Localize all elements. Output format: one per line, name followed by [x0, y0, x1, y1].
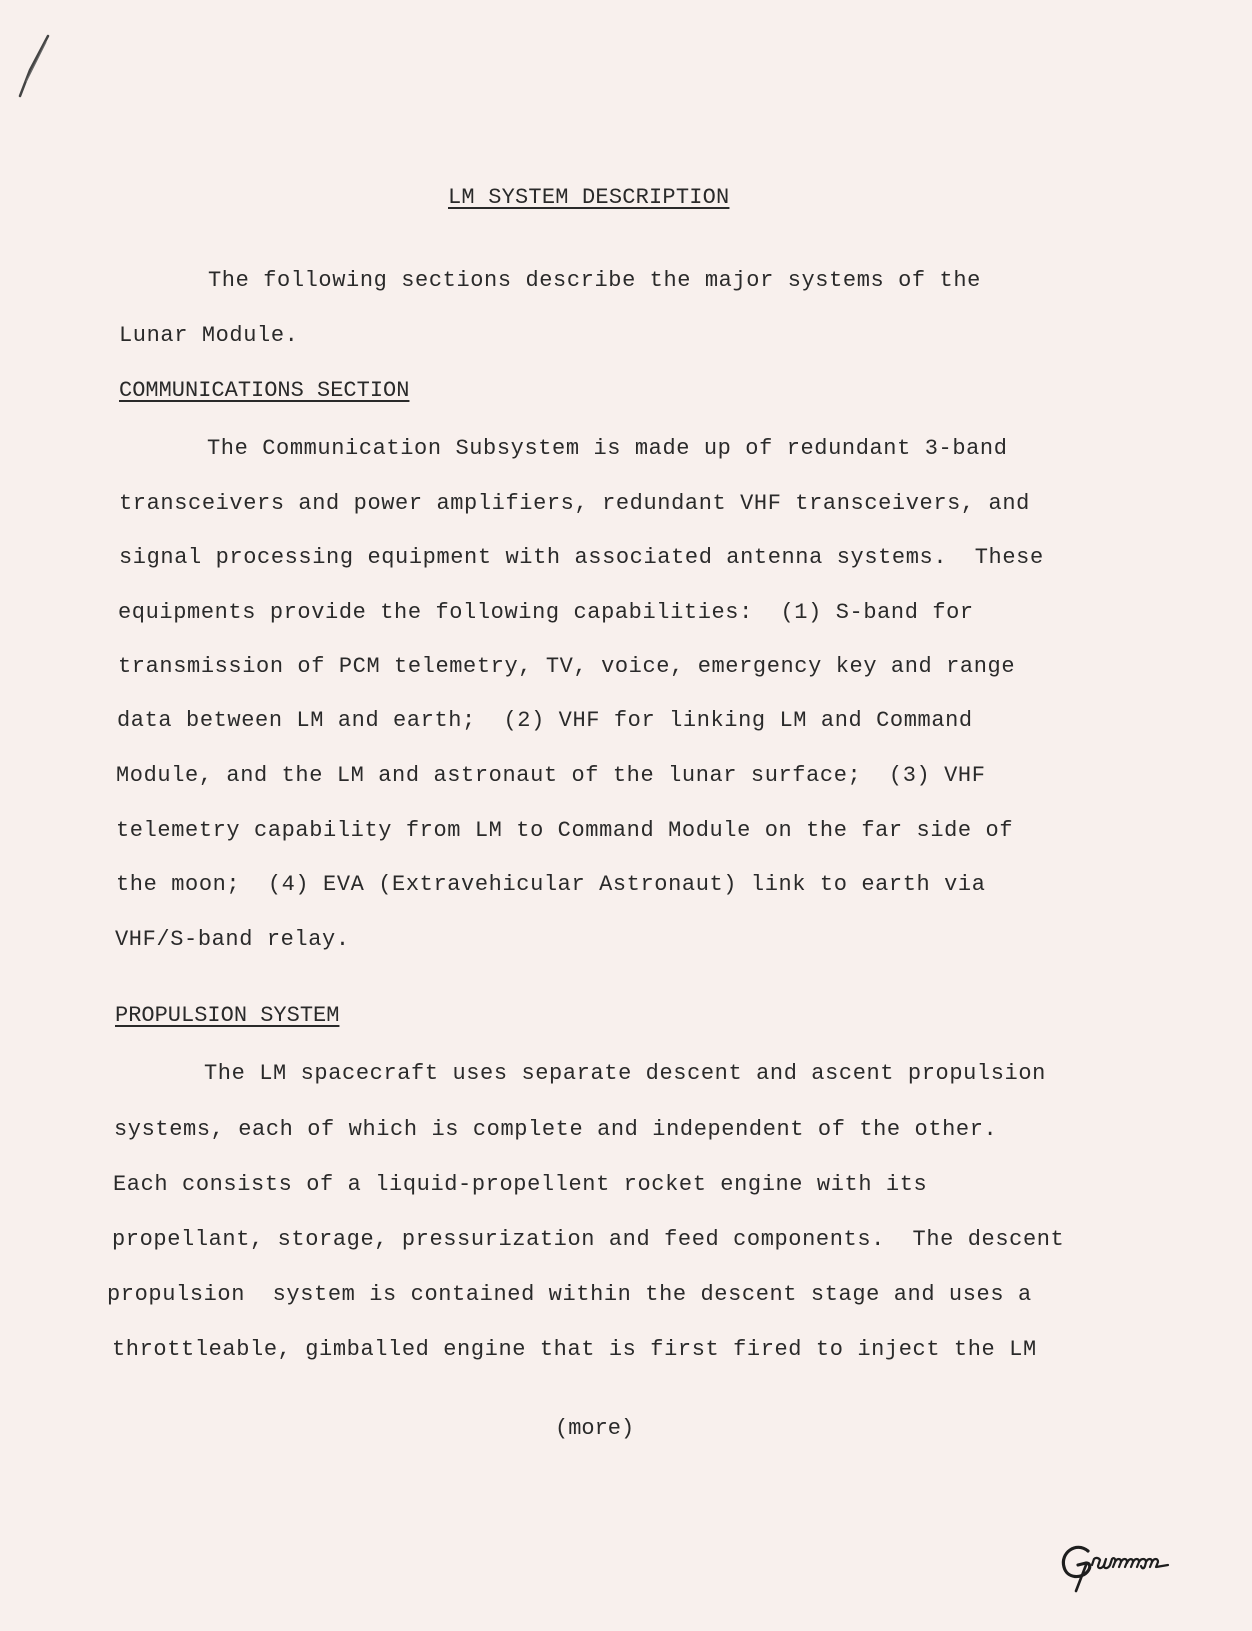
- communications-line: equipments provide the following capabilities: (1) S-band for: [118, 600, 974, 625]
- communications-line: signal processing equipment with associated antenna systems. These: [119, 545, 1044, 570]
- communications-line: Module, and the LM and astronaut of the lunar surface; (3) VHF: [116, 763, 986, 788]
- communications-heading: COMMUNICATIONS SECTION: [119, 378, 410, 403]
- grumman-logo: [1058, 1535, 1188, 1595]
- intro-line: Lunar Module.: [119, 323, 299, 348]
- document-title: LM SYSTEM DESCRIPTION: [448, 185, 730, 210]
- intro-line: The following sections describe the major systems of the: [208, 268, 981, 293]
- propulsion-line: throttleable, gimballed engine that is first fired to inject the LM: [112, 1337, 1037, 1362]
- propulsion-line: Each consists of a liquid-propellent rocket engine with its: [113, 1172, 928, 1197]
- communications-line: telemetry capability from LM to Command Module on the far side of: [116, 818, 1014, 843]
- pencil-mark: [8, 30, 58, 105]
- propulsion-heading: PROPULSION SYSTEM: [115, 1003, 340, 1028]
- communications-line: data between LM and earth; (2) VHF for linking LM and Command: [117, 708, 973, 733]
- communications-line: the moon; (4) EVA (Extravehicular Astronaut) link to earth via: [116, 872, 986, 897]
- communications-line: transceivers and power amplifiers, redundant VHF transceivers, and: [119, 491, 1030, 516]
- more-indicator: (more): [555, 1416, 635, 1441]
- propulsion-line: propulsion system is contained within the descent stage and uses a: [107, 1282, 1032, 1307]
- communications-line: transmission of PCM telemetry, TV, voice, emergency key and range: [118, 654, 1016, 679]
- propulsion-line: systems, each of which is complete and independent of the other.: [114, 1117, 998, 1142]
- communications-line: VHF/S-band relay.: [115, 927, 350, 952]
- propulsion-line: propellant, storage, pressurization and feed components. The descent: [112, 1227, 1065, 1252]
- propulsion-line: The LM spacecraft uses separate descent and ascent propulsion: [204, 1061, 1046, 1086]
- communications-line: The Communication Subsystem is made up of redundant 3-band: [207, 436, 1008, 461]
